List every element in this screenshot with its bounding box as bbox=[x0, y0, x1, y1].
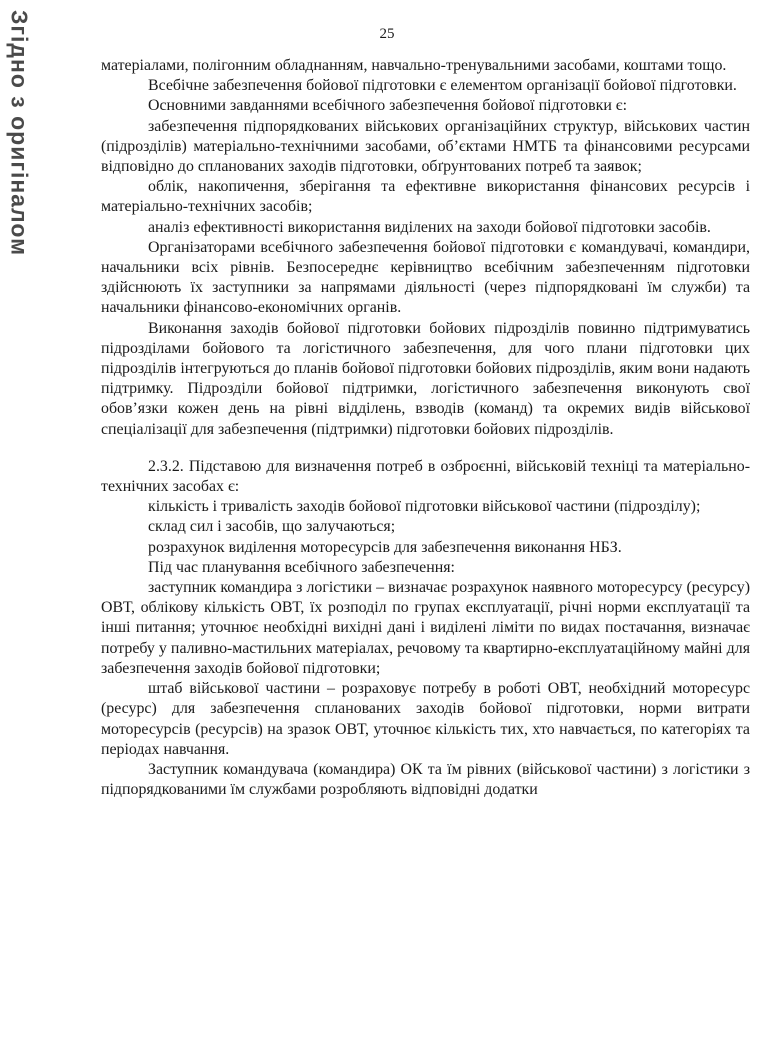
paragraph: Під час планування всебічного забезпечення: bbox=[148, 558, 455, 576]
document-body bbox=[101, 56, 750, 800]
page-number: 25 bbox=[379, 26, 395, 42]
section-heading-paragraph: 2.3.2. Підставою для визначення потреб в озброєнні, військовій техніці та матеріально-технічних засобах є: bbox=[101, 457, 750, 496]
list-item: заступник командира з логістики – визначає розрахунок наявного моторесурсу (ресурсу) ОВТ, облікову кількість ОВТ, їх розподіл по групах експлуатації, річні норми експлуатації та інші питання; уточнює необхідні вихідні дані і виділені ліміти по видах постачання, визначає потребу у паливно-мастильних матеріалах, речовому та квартирно-експлуатаційному майні для забезпечення заходів бойової підготовки; bbox=[101, 579, 750, 677]
stamp-text: Згідно з оригіналом bbox=[6, 10, 33, 257]
paragraph: Основними завданнями всебічного забезпечення бойової підготовки є: bbox=[148, 97, 628, 115]
paragraph: Всебічне забезпечення бойової підготовки є елементом організації бойової підготовки. bbox=[148, 77, 737, 95]
list-item: штаб військової частини – розраховує потребу в роботі ОВТ, необхідний моторесурс (ресурс) для забезпечення спланованих заходів бойової підготовки, норми витрати моторесурсів (ресурсів) на зразок ОВТ, уточнює кількість тих, хто навчається, по категоріях та періодах навчання. bbox=[101, 680, 750, 758]
paragraph: Організаторами всебічного забезпечення бойової підготовки є командувачі, командири, начальники всіх рівнів. Безпосереднє керівництво всебічним забезпеченням підготовки здійснюють їх заступники за напрямами діяльності (через підпорядковані їм служби) та начальники фінансово-економічних органів. bbox=[101, 238, 750, 317]
paragraph: Виконання заходів бойової підготовки бойових підрозділів повинно підтримуватись підрозділами бойового та логістичного забезпечення, для чого плани підготовки цих підрозділів інтегруються до планів бойової підготовки бойових підрозділів, яким вони надають підтримку. Підрозділи бойової підтримки, логістичного забезпечення виконують свої обов’язки кожен день на рівні відділень, взводів (команд) та окремих видів військової спеціалізації для забезпечення (підтримки) підготовки бойових підрозділів. bbox=[101, 319, 750, 438]
list-item: склад сил і засобів, що залучаються; bbox=[148, 518, 396, 536]
paragraph-continuation: матеріалами, полігонним обладнанням, навчально-тренувальними засобами, коштами тощо. bbox=[101, 57, 727, 74]
list-item: кількість і тривалість заходів бойової підготовки військової частини (підрозділу); bbox=[148, 498, 701, 516]
section-spacer bbox=[101, 440, 750, 457]
list-item: забезпечення підпорядкованих військових організаційних структур, військових частин (підрозділів) матеріально-технічними засобами, об’єктами НМТБ та фінансовими ресурсами відповідно до спланованих заходів підготовки, обґрунтованих потреб та заявок; bbox=[101, 117, 750, 176]
list-item: облік, накопичення, зберігання та ефективне використання фінансових ресурсів і матеріально-технічних засобів; bbox=[101, 178, 750, 216]
list-item: розрахунок виділення моторесурсів для забезпечення виконання НБЗ. bbox=[148, 538, 622, 556]
list-item: аналіз ефективності використання виділених на заходи бойової підготовки засобів. bbox=[148, 218, 711, 236]
paragraph: Заступник командувача (командира) ОК та їм рівних (військової частини) з логістики з підпорядкованими їм службами розробляють відповідні додатки bbox=[101, 760, 750, 799]
certification-stamp bbox=[4, 8, 34, 278]
